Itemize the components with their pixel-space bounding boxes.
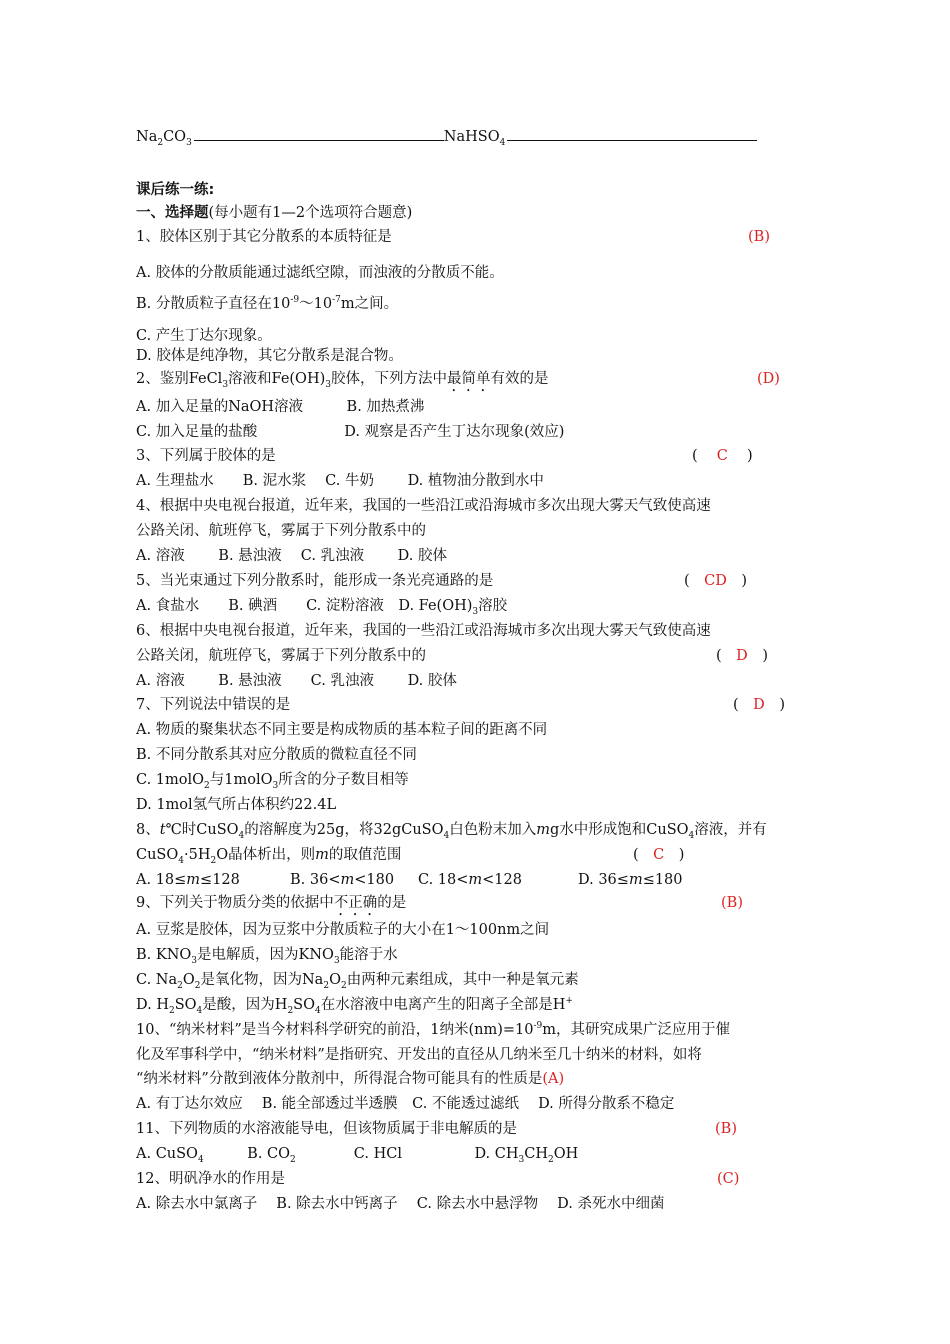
q9-option-c: C. $Na_2O_2$是氧化物，因为$Na_2O_2$由两种元素组成，其中一种是氧元素 (136, 972, 579, 991)
q3-stem: 3、下列属于胶体的是 (136, 448, 276, 464)
q12-stem: 12、明矾净水的作用是 (136, 1171, 285, 1187)
q1-option-b: B. 分散质粒子直径在$10^{-9}\sim 10^{-7}m$之间。 (136, 295, 399, 312)
q1-answer: (B) (748, 229, 770, 245)
q9-answer: (B) (721, 895, 743, 911)
q2-options-cd: C. 加入足量的盐酸 D. 观察是否产生丁达尔现象(效应) (136, 424, 565, 440)
q7-option-b: B. 不同分散系其对应分散质的微粒直径不同 (136, 747, 417, 763)
q12-answer: (C) (717, 1171, 740, 1187)
q7-option-c: C. 1molO$_2$与1molO$_3$所含的分子数目相等 (136, 772, 409, 791)
q6-stem-line1: 6、根据中央电视台报道，近年来，我国的一些沿江或沿海城市多次出现大雾天气致使高速 (136, 623, 711, 639)
q7-option-d: D. 1mol氢气所占体积约22.4L (136, 797, 337, 813)
q10-stem-line1: 10、“纳米材料”是当今材料科学研究的前沿，1纳米$(nm)=10^{-9}m$，其研究成果广泛应用于催 (136, 1021, 731, 1038)
q5-stem: 5、当光束通过下列分散系时，能形成一条光亮通路的是 (136, 573, 494, 589)
q5-bracket: ( CD ) (684, 573, 748, 589)
q10-answer: (A) (542, 1071, 565, 1087)
q8-stem-line2: $CuSO_4\cdot 5H_2O$晶体析出，则m的取值范围 (136, 847, 402, 866)
q8-option-d: D. 36≤m≤180 (578, 872, 683, 888)
q4-options: A. 溶液 B. 悬浊液 C. 乳浊液 D. 胶体 (136, 548, 448, 564)
q3-bracket: ( C ) (692, 448, 753, 464)
answer-blank-2[interactable] (507, 126, 757, 141)
q1-option-c: C. 产生丁达尔现象。 (136, 328, 272, 344)
q8-option-b: B. 36<m<180 (290, 872, 395, 888)
q9-option-a: A. 豆浆是胶体，因为豆浆中分散质粒子的大小在1～100nm之间 (136, 922, 550, 938)
q8-option-a: A. 18≤m≤128 (136, 872, 240, 888)
q9-stem: 9、下列关于物质分类的依据中不正确的是 (136, 895, 407, 911)
q4-stem-line2: 公路关闭、航班停飞，雾属于下列分散系中的 (136, 523, 426, 539)
q11-options: A. CuSO$_4$ B. $CO_2$ C. HCl D. $CH_3CH_2OH$ (136, 1146, 579, 1165)
q10-stem-line3: “纳米材料”分散到液体分散剂中，所得混合物可能具有的性质是(A) (136, 1071, 565, 1087)
q2-answer: (D) (757, 371, 780, 387)
q9-option-d: D. $H_2SO_4$是酸，因为$H_2SO_4$在水溶液中电离产生的阳离子全部是H+ (136, 996, 573, 1016)
q1-option-a: A. 胶体的分散质能通过滤纸空隙，而浊液的分散质不能。 (136, 265, 504, 281)
q3-options: A. 生理盐水 B. 泥水浆 C. 牛奶 D. 植物油分散到水中 (136, 473, 544, 489)
q1-stem: 1、胶体区别于其它分散系的本质特征是 (136, 229, 392, 245)
q4-stem-line1: 4、根据中央电视台报道，近年来，我国的一些沿江或沿海城市多次出现大雾天气致使高速 (136, 498, 711, 514)
q11-stem: 11、下列物质的水溶液能导电，但该物质属于非电解质的是 (136, 1121, 517, 1137)
q1-option-d: D. 胶体是纯净物，其它分散系是混合物。 (136, 348, 403, 364)
section-title: 课后练一练: (136, 182, 215, 198)
q8-option-c: C. 18<m<128 (418, 872, 522, 888)
header-formulas: $Na_2CO_3$ NaHSO$_4$ (136, 126, 757, 147)
q8-stem-line1: 8、t℃时CuSO$_4$的溶解度为25g，将32gCuSO$_4$白色粉末加入mg水中形成饱和CuSO$_4$溶液，并有 (136, 822, 767, 841)
q11-answer: (B) (715, 1121, 737, 1137)
q2-stem: 2、鉴别FeCl$_3$溶液和$Fe(OH)_3$胶体，下列方法中最简单有效的是 (136, 371, 549, 390)
q6-bracket: ( D ) (716, 648, 768, 664)
answer-blank-1[interactable] (194, 126, 444, 141)
q12-options: A. 除去水中氯离子 B. 除去水中钙离子 C. 除去水中悬浮物 D. 杀死水中细菌 (136, 1196, 665, 1212)
q5-options: A. 食盐水 B. 碘酒 C. 淀粉溶液 D. $Fe(OH)_3$溶胶 (136, 598, 508, 617)
q7-bracket: ( D ) (733, 697, 785, 713)
q10-stem-line2: 化及军事科学中，“纳米材料”是指研究、开发出的直径从几纳米至几十纳米的材料，如将 (136, 1047, 702, 1063)
q7-option-a: A. 物质的聚集状态不同主要是构成物质的基本粒子间的距离不同 (136, 722, 548, 738)
q8-bracket: ( C ) (633, 847, 685, 863)
q10-options: A. 有丁达尔效应 B. 能全部透过半透膜 C. 不能透过滤纸 D. 所得分散系不稳定 (136, 1096, 675, 1112)
q9-option-b: B. $KNO_3$是电解质，因为$KNO_3$能溶于水 (136, 947, 398, 966)
q7-stem: 7、下列说法中错误的是 (136, 697, 291, 713)
part-title: 一、选择题(每小题有1—2个选项符合题意) (136, 205, 413, 221)
q2-options-ab: A. 加入足量的NaOH溶液 B. 加热煮沸 (136, 399, 425, 415)
q6-options: A. 溶液 B. 悬浊液 C. 乳浊液 D. 胶体 (136, 673, 457, 689)
q6-stem-line2: 公路关闭，航班停飞，雾属于下列分散系中的 (136, 648, 426, 664)
